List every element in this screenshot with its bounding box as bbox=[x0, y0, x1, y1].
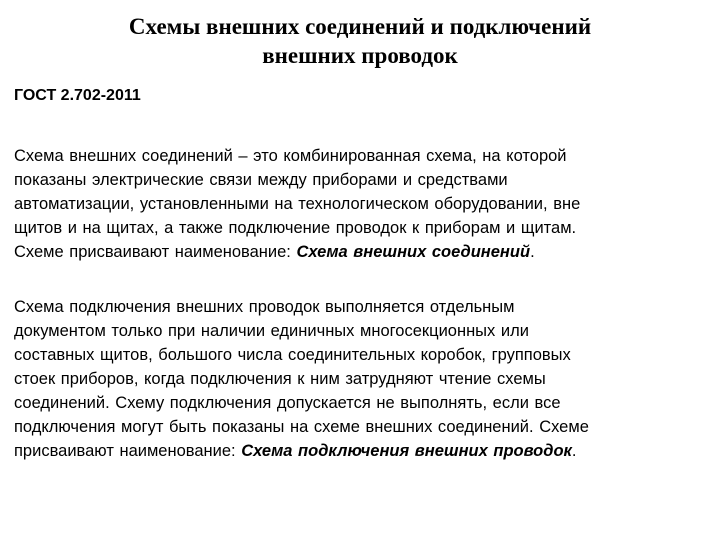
slide-title-line-2: внешних проводок bbox=[262, 43, 458, 68]
slide-title-line-1: Схемы внешних соединений и подключений bbox=[128, 14, 592, 39]
paragraph-2-line-1: Схема подключения внешних проводок выполняется отдельным bbox=[14, 298, 515, 316]
standard-reference: ГОСТ 2.702-2011 bbox=[14, 87, 141, 104]
paragraph-2-line-3: составных щитов, большого числа соединительных коробок, групповых bbox=[14, 346, 571, 364]
paragraph-1-naming-suffix: . bbox=[530, 243, 535, 261]
paragraph-2-line-7 bbox=[14, 439, 706, 463]
paragraph-1-line-4: щитов и на щитах, а также подключение проводок к приборам и щитам. bbox=[14, 219, 577, 237]
paragraph-1-line-3: автоматизации, установленными на технологическом оборудовании, вне bbox=[14, 195, 581, 213]
paragraph-2-scheme-name: Схема подключения внешних проводок bbox=[241, 442, 572, 460]
paragraph-1-line-5 bbox=[14, 240, 706, 264]
paragraph-2-naming-suffix: . bbox=[571, 442, 577, 460]
slide-title bbox=[40, 12, 680, 70]
paragraph-2-line-6: подключения могут быть показаны на схеме внешних соединений. Схеме bbox=[14, 418, 589, 436]
paragraph-1-line-1: Схема внешних соединений – это комбинированная схема, на которой bbox=[14, 147, 567, 165]
paragraph-1-scheme-name: Схема внешних соединений bbox=[296, 243, 531, 261]
paragraph-2-line-2: документом только при наличии единичных многосекционных или bbox=[14, 322, 529, 340]
paragraph-1-naming-prefix: Схеме присваивают наименование: bbox=[14, 243, 297, 261]
paragraph-1-line-2: показаны электрические связи между приборами и средствами bbox=[14, 171, 508, 189]
paragraph-external-wiring bbox=[14, 295, 706, 463]
paragraph-2-naming-prefix: присваивают наименование: bbox=[14, 442, 242, 460]
paragraph-external-connections bbox=[14, 144, 706, 264]
paragraph-2-line-4: стоек приборов, когда подключения к ним затрудняют чтение схемы bbox=[14, 370, 546, 388]
paragraph-2-line-5: соединений. Схему подключения допускается не выполнять, если все bbox=[14, 394, 561, 412]
